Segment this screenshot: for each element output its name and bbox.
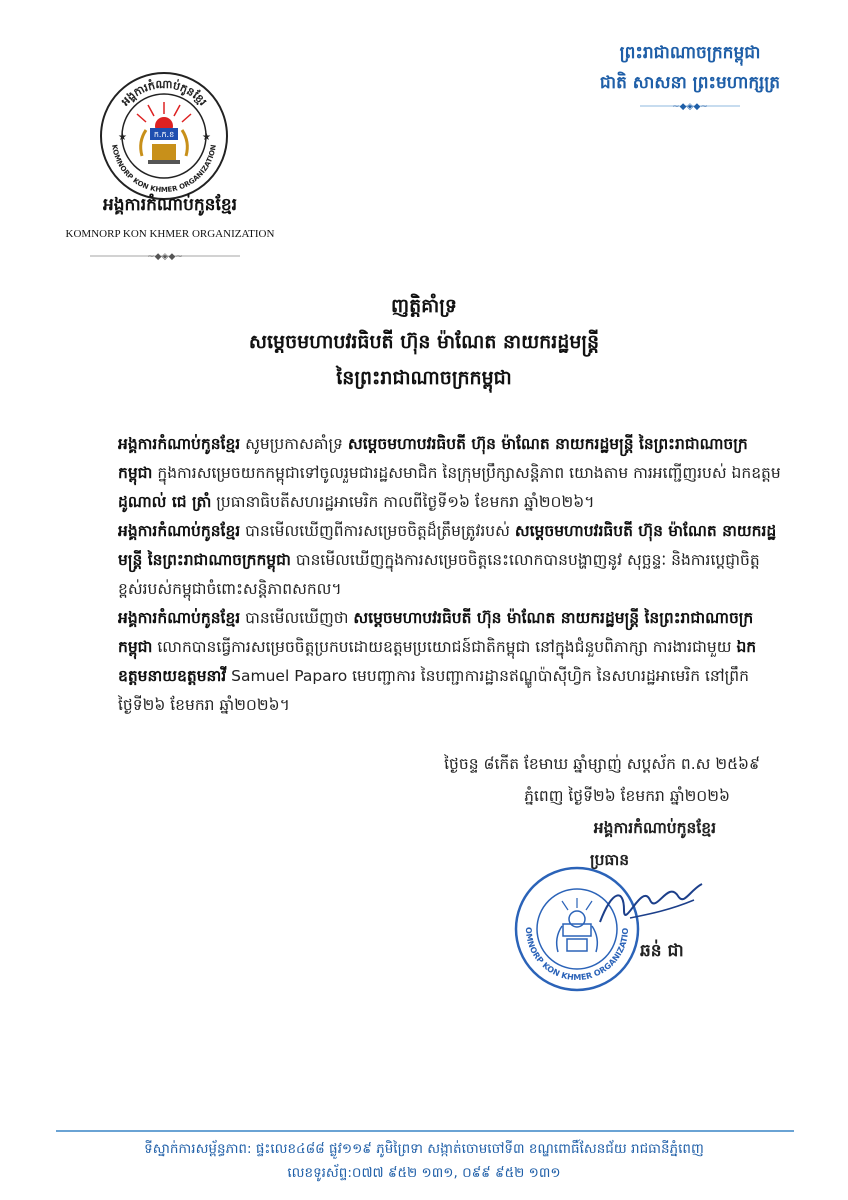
- nation-line-1: ព្រះរាជាណាចក្រកម្ពុជា: [619, 43, 761, 63]
- svg-text:★: ★: [118, 132, 127, 143]
- left-ornament-divider: [90, 251, 240, 261]
- organization-logo: [98, 70, 230, 202]
- org-name-en: KOMNORP KON KHMER ORGANIZATION: [65, 228, 275, 240]
- handwritten-signature: [590, 870, 710, 940]
- logo-emblem-text: ក.ក.ខ: [153, 130, 175, 139]
- paragraph-2: អង្គការកំណាប់កូនខ្មែរ បានមើលឃើញពីការសម្រេចចិត្តដ៏ត្រឹមត្រូវរបស់ សម្ដេចមហាបវរធិបតី ហ៊ុន ម៉ាណែត នាយករដ្ឋមន្ត្រី នៃព្រះរាជាណាចក្រកម្ពុជា បានមើលឃើញក្នុងការសម្រេចចិត្តនេះលោកបានបង្ហាញនូវ សុច្ឆន្ទៈ និងការប្តេជ្ញាចិត្តខ្ពស់របស់កម្ពុជាចំពោះសន្តិភាពសកល។: [118, 522, 777, 598]
- document-title: ញត្តិគាំទ្រ: [391, 295, 457, 317]
- title-country-line: នៃព្រះរាជាណាចក្រកម្ពុជា: [336, 367, 512, 389]
- svg-text:~◆◈◆~: ~◆◈◆~: [672, 102, 708, 111]
- svg-text:★: ★: [202, 132, 211, 143]
- right-ornament-divider: [640, 101, 740, 111]
- org-name-kh: អង្គការកំណាប់កូនខ្មែរ: [102, 195, 238, 215]
- signatory-role: ប្រធាន: [590, 851, 630, 869]
- stamp-ring-text: OMNORP KON KHMER ORGANIZATIO: [523, 926, 631, 983]
- logo-ring-text-kh: អង្គការកំណាប់កូនខ្មែរ: [118, 78, 210, 109]
- nation-line-2: ជាតិ សាសនា ព្រះមហាក្សត្រ: [599, 73, 781, 93]
- signatory-name: ឆន់ ជា: [640, 941, 684, 961]
- paragraph-1: អង្គការកំណាប់កូនខ្មែរ សូមប្រកាសគាំទ្រ សម្ដេចមហាបវរធិបតី ហ៊ុន ម៉ាណែត នាយករដ្ឋមន្ត្រី នៃព្រះរាជាណាចក្រកម្ពុជា ក្នុងការសម្រេចយកកម្ពុជាទៅចូលរួមជារដ្ឋសមាជិក នៃក្រុមប្រឹក្សាសន្តិភាព យោងតាម ការអញ្ជើញរបស់ ឯកឧត្តម ដូណាល់ ជេ ត្រាំ ប្រធានាធិបតីសហរដ្ឋអាមេរិក កាលពីថ្ងៃទី១៦ ខែមករា ឆ្នាំ២០២៦។: [118, 435, 781, 511]
- solar-date: ភ្នំពេញ ថ្ងៃទី២៦ ខែមករា ឆ្នាំ២០២៦: [524, 787, 730, 805]
- paragraph-3: អង្គការកំណាប់កូនខ្មែរ បានមើលឃើញថា សម្ដេចមហាបវរធិបតី ហ៊ុន ម៉ាណែត នាយករដ្ឋមន្ត្រី នៃព្រះរាជាណាចក្រកម្ពុជា លោកបានធ្វើការសម្រេចចិត្តប្រកបដោយឧត្តមប្រយោជន៍ជាតិកម្ពុជា នៅក្នុងជំនួបពិភាក្សា ការងារជាមួយ ឯកឧត្តមនាយឧត្តមនាវី Samuel Paparo មេបញ្ជាការ នៃបញ្ជាការដ្ឋានឥណ្ឌូប៉ាស៊ីហ្វិក នៃសហរដ្ឋអាមេរិក នៅព្រឹកថ្ងៃទី២៦ ខែមករា ឆ្នាំ២០២៦។: [118, 609, 757, 714]
- logo-ring-text-en: KOMNORP KON KHMER ORGANIZATION: [110, 144, 218, 195]
- lunar-date: ថ្ងៃចន្ទ ៨កើត ខែមាឃ ឆ្នាំម្សាញ់ សប្តស័ក ព.ស ២៥៦៩: [444, 755, 760, 773]
- title-subject-line: សម្ដេចមហាបវរធិបតី ហ៊ុន ម៉ាណែត នាយករដ្ឋមន្ត្រី: [248, 331, 600, 353]
- signatory-org: អង្គការកំណាប់កូនខ្មែរ: [593, 819, 716, 837]
- footer-rule: [56, 1130, 794, 1132]
- letter-body: [62, 430, 782, 720]
- footer-address: ទីស្នាក់ការសម្ព័ន្ធភាព: ផ្ទះលេខ៤៨៨ ផ្លូវ១១៩ ភូមិព្រៃទា សង្កាត់ចោមចៅទី៣ ខណ្ឌពោធិ៍សែនជ័យ រាជធានីភ្នំពេញ: [144, 1141, 704, 1157]
- svg-text:~◆◈◆~: ~◆◈◆~: [147, 252, 183, 261]
- footer-phone: លេខទូរស័ព្ទ:០៧៧ ៩៥២ ១៣១, ០៩៩ ៩៥២ ១៣១: [287, 1165, 561, 1181]
